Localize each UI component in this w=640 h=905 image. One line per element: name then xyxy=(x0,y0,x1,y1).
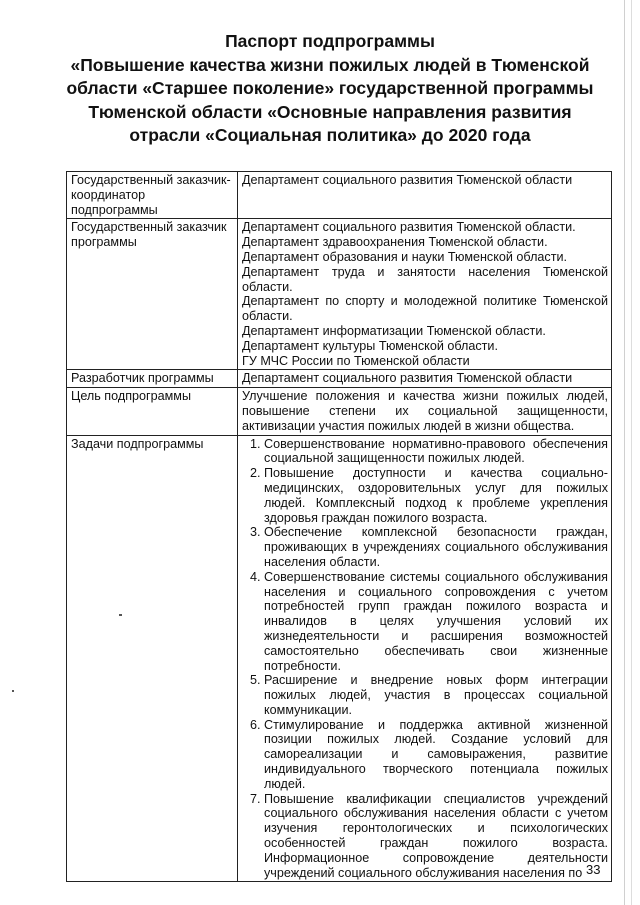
row-value-coordinator: Департамент социального развития Тюменской области xyxy=(238,172,612,219)
document-title xyxy=(40,30,620,148)
row-label-coordinator: Государственный заказчик-координатор подпрограммы xyxy=(67,172,238,219)
row-value-customer xyxy=(238,219,612,370)
customer-line: ГУ МЧС России по Тюменской области xyxy=(242,353,470,368)
row-label-developer: Разработчик программы xyxy=(67,370,238,388)
task-item: 3. Обеспечение комплексной безопасности граждан, проживающих в учреждениях социального обслуживания населения области. xyxy=(264,525,608,569)
title-line: области «Старшее поколение» государственной программы xyxy=(66,78,594,98)
task-item: 1. Совершенствование нормативно-правового обеспечения социальной защищенности пожилых людей. xyxy=(264,437,608,467)
customer-line: Департамент образования и науки Тюменской области. xyxy=(242,249,568,264)
title-line: отрасли «Социальная политика» до 2020 года xyxy=(129,125,531,145)
table-row xyxy=(67,219,612,370)
customer-line: Департамент культуры Тюменской области. xyxy=(242,338,498,353)
page-number: 33 xyxy=(586,862,601,877)
row-value-goal: Улучшение положения и качества жизни пожилых людей, повышение степени их социальной защищенности, активизации участия пожилых людей в жизни общества. xyxy=(238,388,612,435)
customer-line: Департамент здравоохранения Тюменской области. xyxy=(242,235,548,250)
task-item: 6. Стимулирование и поддержка активной жизненной позиции пожилых людей. Создание условий для самореализации и самовыражения, развитие индивидуального творческого потенциала пожилых людей. xyxy=(264,718,608,792)
row-value-developer: Департамент социального развития Тюменской области xyxy=(238,370,612,388)
customer-line: Департамент информатизации Тюменской области. xyxy=(242,323,546,338)
passport-table xyxy=(66,171,612,882)
tasks-list xyxy=(242,437,608,881)
table-row xyxy=(67,370,612,388)
title-line: «Повышение качества жизни пожилых людей в Тюменской xyxy=(70,54,590,75)
scan-speck xyxy=(119,614,122,616)
task-item: 4. Совершенствование системы социального обслуживания населения и социального сопровождения с учетом потребностей групп граждан пожилого возраста и инвалидов в целях улучшения условий их жизнедеятельности и расширения возможностей самостоятельно обеспечивать свои жизненные потребности. xyxy=(264,570,608,674)
row-label-customer: Государственный заказчик программы xyxy=(67,219,238,370)
scan-edge-line xyxy=(631,0,632,905)
title-line: Тюменской области «Основные направления развития xyxy=(88,101,572,122)
customer-line: Департамент по спорту и молодежной политике Тюменской области. xyxy=(242,294,608,324)
customer-line: Департамент социального развития Тюменской области. xyxy=(242,220,576,235)
row-value-tasks xyxy=(238,435,612,882)
table-row xyxy=(67,388,612,435)
task-item: 2. Повышение доступности и качества социально-медицинских, оздоровительных услуг для пожилых людей. Комплексный подход к проблеме укрепления здоровья граждан пожилого возраста. xyxy=(264,466,608,525)
row-label-tasks: Задачи подпрограммы xyxy=(67,435,238,882)
scan-edge-line xyxy=(624,0,625,905)
table-row xyxy=(67,435,612,882)
row-label-goal: Цель подпрограммы xyxy=(67,388,238,435)
task-item: 5. Расширение и внедрение новых форм интеграции пожилых людей, участия в процессах социальной коммуникации. xyxy=(264,673,608,717)
task-item: 7. Повышение квалификации специалистов учреждений социального обслуживания населения области с учетом изучения геронтологических и психологических особенностей граждан пожилого возраста. Информационное сопровождение деятельности учреждений социального обслуживания населения по xyxy=(264,792,608,881)
scan-speck xyxy=(12,690,14,692)
table-row xyxy=(67,172,612,219)
customer-line: Департамент труда и занятости населения Тюменской области. xyxy=(242,264,608,294)
title-line: Паспорт подпрограммы xyxy=(225,31,435,51)
